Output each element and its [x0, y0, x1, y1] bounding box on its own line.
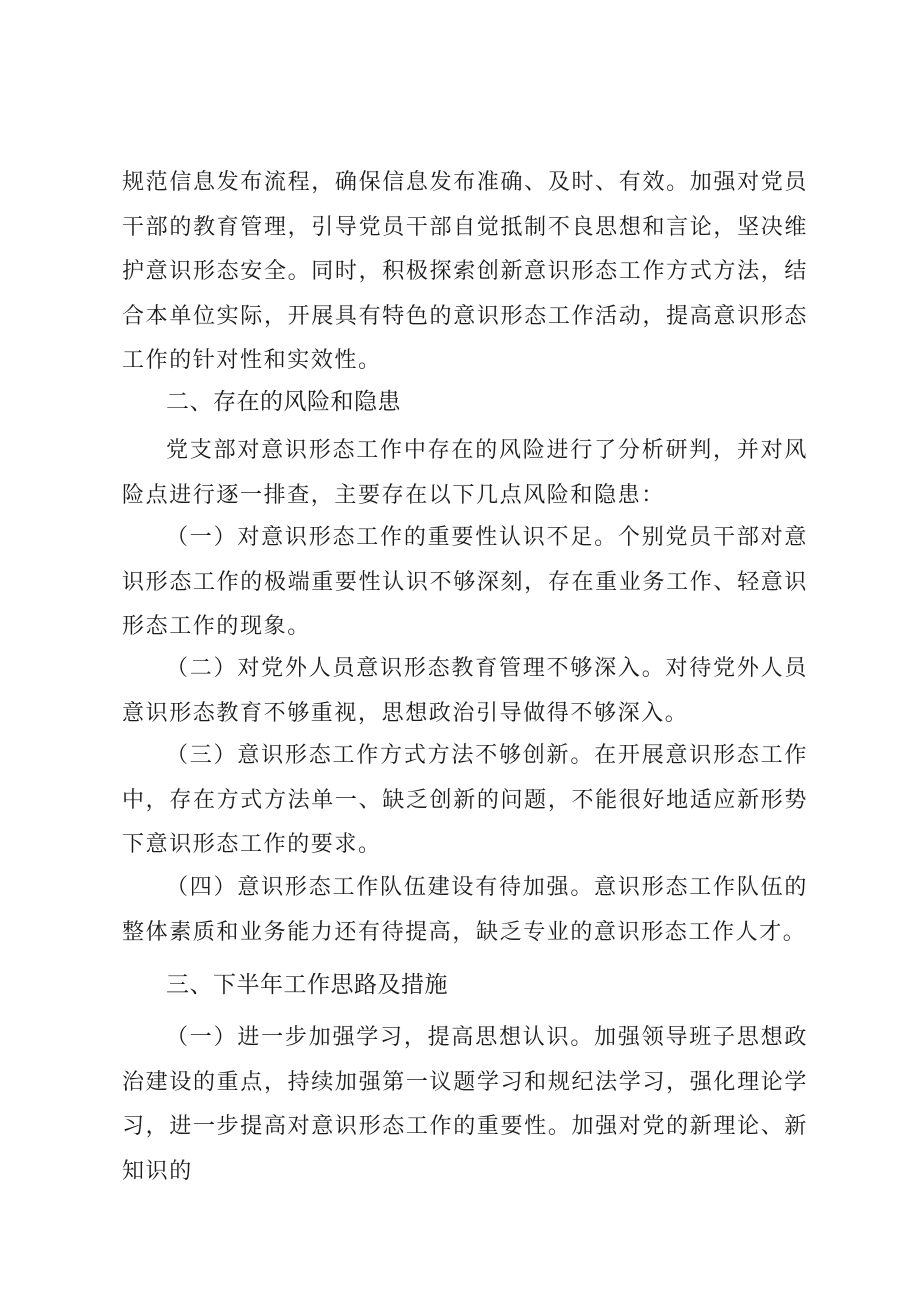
paragraph-risk-2: （二）对党外人员意识形态教育管理不够深入。对待党外人员意识形态教育不够重视，思想政治引导做得不够深入。 — [122, 656, 808, 726]
paragraph-plan-1: （一）进一步加强学习，提高思想认识。加强领导班子思想政治建设的重点，持续加强第一议题学习和规纪法学习，强化理论学习，进一步提高对意识形态工作的重要性。加强对党的新理论、新知识的 — [122, 1025, 808, 1184]
paragraph-risk-3: （三）意识形态工作方式方法不够创新。在开展意识形态工作中，存在方式方法单一、缺乏创新的问题，不能很好地适应新形势下意识形态工作的要求。 — [122, 743, 808, 857]
paragraph-risk-4: （四）意识形态工作队伍建设有待加强。意识形态工作队伍的整体素质和业务能力还有待提高，缺乏专业的意识形态工作人才。 — [122, 875, 808, 945]
paragraph-risk-intro: 党支部对意识形态工作中存在的风险进行了分析研判，并对风险点进行逐一排查，主要存在以下几点风险和隐患： — [122, 438, 808, 508]
paragraph-risk-1: （一）对意识形态工作的重要性认识不足。个别党员干部对意识形态工作的极端重要性认识不够深刻，存在重业务工作、轻意识形态工作的现象。 — [122, 525, 808, 639]
section-heading-risks: 二、存在的风险和隐患 — [166, 389, 401, 415]
section-heading-plans: 三、下半年工作思路及措施 — [166, 972, 448, 998]
paragraph-continuation: 规范信息发布流程，确保信息发布准确、及时、有效。加强对党员干部的教育管理，引导党员干部自觉抵制不良思想和言论，坚决维护意识形态安全。同时，积极探索创新意识形态工作方式方法，结合本单位实际，开展具有特色的意识形态工作活动，提高意识形态工作的针对性和实效性。 — [122, 170, 808, 373]
